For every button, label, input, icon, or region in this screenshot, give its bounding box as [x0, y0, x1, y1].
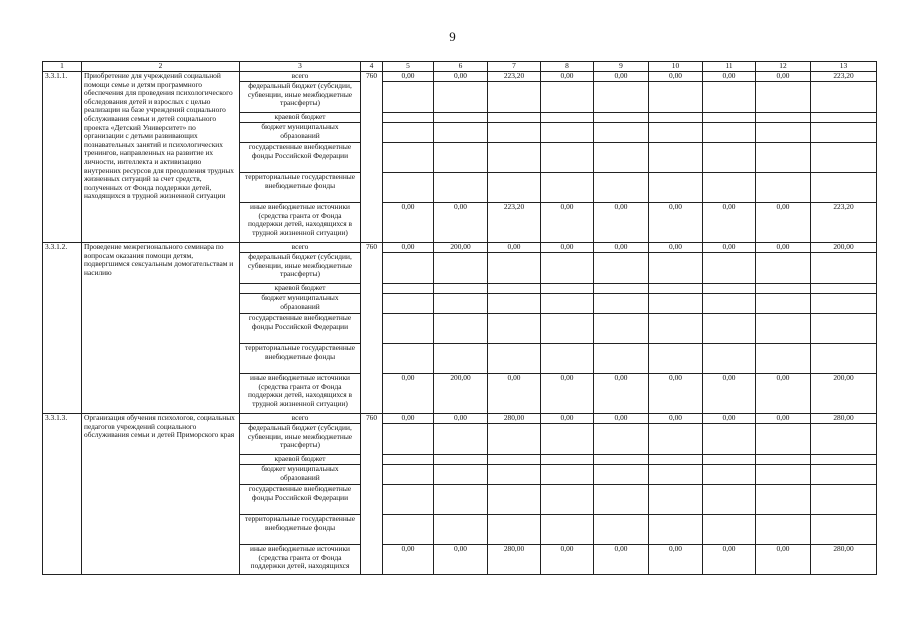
value-cell	[383, 294, 434, 314]
funding-source: всего	[240, 72, 361, 82]
value-cell	[703, 344, 756, 374]
value-cell	[434, 314, 488, 344]
value-cell	[811, 294, 877, 314]
value-cell: 0,00	[756, 374, 811, 414]
value-cell: 0,00	[703, 243, 756, 253]
funding-source: государственные внебюджетные фонды Российской Федерации	[240, 314, 361, 344]
value-cell	[811, 485, 877, 515]
value-cell	[488, 294, 541, 314]
value-cell	[488, 424, 541, 455]
value-cell: 0,00	[541, 374, 594, 414]
value-cell	[756, 294, 811, 314]
value-cell	[756, 82, 811, 113]
value-cell: 280,00	[811, 414, 877, 424]
value-cell: 0,00	[594, 203, 649, 243]
section-name: Проведение межрегионального семинара по вопросам оказания помощи детям, подвергшимся сексуальным домогательствам и насилию	[82, 243, 240, 414]
value-cell	[541, 344, 594, 374]
value-cell: 0,00	[383, 203, 434, 243]
value-cell	[434, 173, 488, 203]
value-cell	[756, 143, 811, 173]
header-cell: 10	[649, 62, 703, 72]
value-cell	[541, 455, 594, 465]
value-cell	[811, 284, 877, 294]
value-cell	[811, 465, 877, 485]
value-cell	[434, 485, 488, 515]
value-cell	[541, 424, 594, 455]
value-cell	[488, 465, 541, 485]
value-cell: 0,00	[703, 414, 756, 424]
value-cell: 200,00	[811, 374, 877, 414]
value-cell	[811, 314, 877, 344]
value-cell: 0,00	[594, 374, 649, 414]
table-row	[43, 72, 877, 82]
value-cell: 0,00	[383, 414, 434, 424]
funding-source: краевой бюджет	[240, 113, 361, 123]
funding-source: бюджет муниципальных образований	[240, 294, 361, 314]
header-cell: 5	[383, 62, 434, 72]
table-row	[43, 243, 877, 253]
funding-source: бюджет муниципальных образований	[240, 465, 361, 485]
value-cell	[488, 344, 541, 374]
value-cell	[756, 515, 811, 545]
value-cell	[756, 465, 811, 485]
funding-source: иные внебюджетные источники (средства гранта от Фонда поддержки детей, находящихся в трудной жизненной ситуации)	[240, 203, 361, 243]
section-col4: 760	[361, 414, 383, 575]
value-cell	[541, 113, 594, 123]
value-cell	[594, 465, 649, 485]
value-cell	[811, 455, 877, 465]
value-cell	[594, 314, 649, 344]
value-cell	[703, 253, 756, 284]
value-cell	[383, 173, 434, 203]
value-cell	[434, 424, 488, 455]
value-cell: 0,00	[756, 414, 811, 424]
table-row	[43, 414, 877, 424]
value-cell	[541, 465, 594, 485]
value-cell: 223,20	[811, 203, 877, 243]
header-cell: 6	[434, 62, 488, 72]
section-code: 3.3.1.2.	[43, 243, 82, 414]
value-cell: 0,00	[594, 243, 649, 253]
value-cell	[383, 465, 434, 485]
value-cell	[649, 485, 703, 515]
value-cell: 0,00	[756, 243, 811, 253]
funding-source: территориальные государственные внебюджетные фонды	[240, 515, 361, 545]
value-cell: 280,00	[488, 545, 541, 575]
value-cell: 0,00	[756, 545, 811, 575]
section-col4: 760	[361, 72, 383, 243]
value-cell	[811, 143, 877, 173]
funding-source: иные внебюджетные источники (средства гранта от Фонда поддержки детей, находящихся	[240, 545, 361, 575]
header-cell: 1	[43, 62, 82, 72]
value-cell	[541, 173, 594, 203]
value-cell	[434, 123, 488, 143]
value-cell	[756, 455, 811, 465]
value-cell	[649, 424, 703, 455]
value-cell	[756, 113, 811, 123]
value-cell	[756, 314, 811, 344]
value-cell: 0,00	[594, 72, 649, 82]
value-cell	[756, 485, 811, 515]
value-cell	[541, 314, 594, 344]
page-number: 9	[449, 29, 456, 44]
value-cell	[541, 485, 594, 515]
header-cell: 4	[361, 62, 383, 72]
value-cell	[756, 424, 811, 455]
value-cell: 0,00	[541, 243, 594, 253]
value-cell	[594, 455, 649, 465]
funding-source: территориальные государственные внебюджетные фонды	[240, 344, 361, 374]
value-cell	[383, 314, 434, 344]
value-cell: 223,20	[488, 203, 541, 243]
value-cell: 0,00	[649, 545, 703, 575]
value-cell: 223,20	[488, 72, 541, 82]
value-cell	[594, 485, 649, 515]
value-cell: 200,00	[434, 243, 488, 253]
value-cell	[434, 82, 488, 113]
value-cell	[649, 143, 703, 173]
funding-source: иные внебюджетные источники (средства гранта от Фонда поддержки детей, находящихся в трудной жизненной ситуации)	[240, 374, 361, 414]
value-cell	[811, 515, 877, 545]
value-cell: 0,00	[434, 545, 488, 575]
funding-source: краевой бюджет	[240, 455, 361, 465]
section-name: Приобретение для учреждений социальной помощи семье и детям программного обеспечения для проведения психологического обследования детей и взрослых с целью реализации на базе учреждений социального обслуживания семьи и детей социального проекта «Детский Университет» по организации с детьми развивающих познавательных занятий и психологических тренингов, направленных на развитие их личности, интеллекта и активизацию внутренних ресурсов для преодоления трудных жизненных ситуаций за счет средств, полученных от Фонда поддержки детей, находящихся в трудной жизненной ситуации	[82, 72, 240, 243]
value-cell	[811, 424, 877, 455]
value-cell: 280,00	[811, 545, 877, 575]
value-cell	[488, 113, 541, 123]
header-cell: 3	[240, 62, 361, 72]
value-cell	[811, 344, 877, 374]
value-cell	[383, 123, 434, 143]
value-cell: 280,00	[488, 414, 541, 424]
value-cell: 0,00	[488, 243, 541, 253]
value-cell	[703, 294, 756, 314]
value-cell	[703, 173, 756, 203]
value-cell	[488, 123, 541, 143]
value-cell: 0,00	[649, 203, 703, 243]
value-cell: 0,00	[383, 72, 434, 82]
value-cell: 0,00	[649, 72, 703, 82]
value-cell	[488, 143, 541, 173]
value-cell: 0,00	[649, 243, 703, 253]
value-cell	[703, 123, 756, 143]
value-cell: 0,00	[649, 414, 703, 424]
value-cell	[756, 344, 811, 374]
value-cell	[383, 143, 434, 173]
value-cell: 0,00	[703, 374, 756, 414]
value-cell	[383, 284, 434, 294]
value-cell: 0,00	[434, 72, 488, 82]
value-cell	[703, 465, 756, 485]
value-cell	[434, 284, 488, 294]
value-cell: 0,00	[488, 374, 541, 414]
value-cell: 0,00	[541, 414, 594, 424]
value-cell: 0,00	[383, 374, 434, 414]
value-cell	[434, 455, 488, 465]
value-cell	[756, 253, 811, 284]
value-cell	[811, 123, 877, 143]
value-cell	[756, 284, 811, 294]
value-cell	[434, 113, 488, 123]
value-cell	[756, 123, 811, 143]
value-cell	[434, 465, 488, 485]
funding-source: территориальные государственные внебюджетные фонды	[240, 173, 361, 203]
funding-source: федеральный бюджет (субсидии, субвенции, иные межбюджетные трансферты)	[240, 253, 361, 284]
value-cell	[703, 113, 756, 123]
value-cell	[594, 294, 649, 314]
value-cell	[649, 123, 703, 143]
value-cell	[594, 173, 649, 203]
funding-source: всего	[240, 414, 361, 424]
value-cell: 200,00	[811, 243, 877, 253]
value-cell	[594, 82, 649, 113]
value-cell	[649, 253, 703, 284]
value-cell: 0,00	[703, 72, 756, 82]
value-cell	[703, 515, 756, 545]
value-cell: 0,00	[541, 545, 594, 575]
value-cell	[649, 82, 703, 113]
value-cell	[541, 284, 594, 294]
value-cell	[594, 344, 649, 374]
value-cell	[703, 143, 756, 173]
value-cell	[383, 424, 434, 455]
value-cell: 0,00	[383, 243, 434, 253]
budget-table	[42, 61, 877, 575]
value-cell: 0,00	[594, 545, 649, 575]
section-name: Организация обучения психологов, социальных педагогов учреждений социального обслуживания семьи и детей Приморского края	[82, 414, 240, 575]
value-cell	[594, 284, 649, 294]
value-cell	[649, 465, 703, 485]
value-cell	[703, 455, 756, 465]
funding-source: федеральный бюджет (субсидии, субвенции, иные межбюджетные трансферты)	[240, 424, 361, 455]
value-cell	[434, 143, 488, 173]
value-cell	[594, 253, 649, 284]
value-cell	[383, 515, 434, 545]
value-cell: 223,20	[811, 72, 877, 82]
value-cell	[649, 173, 703, 203]
value-cell	[488, 485, 541, 515]
value-cell: 0,00	[703, 203, 756, 243]
value-cell: 0,00	[756, 72, 811, 82]
value-cell	[594, 123, 649, 143]
value-cell	[383, 344, 434, 374]
value-cell	[703, 284, 756, 294]
value-cell	[811, 113, 877, 123]
value-cell	[488, 515, 541, 545]
value-cell	[649, 455, 703, 465]
value-cell	[703, 314, 756, 344]
value-cell	[488, 253, 541, 284]
value-cell: 0,00	[541, 72, 594, 82]
value-cell	[383, 485, 434, 515]
value-cell: 0,00	[649, 374, 703, 414]
funding-source: федеральный бюджет (субсидии, субвенции, иные межбюджетные трансферты)	[240, 82, 361, 113]
value-cell	[383, 253, 434, 284]
value-cell	[703, 485, 756, 515]
value-cell	[594, 113, 649, 123]
value-cell: 200,00	[434, 374, 488, 414]
value-cell	[488, 173, 541, 203]
value-cell	[594, 143, 649, 173]
value-cell	[703, 82, 756, 113]
value-cell	[756, 173, 811, 203]
section-col4: 760	[361, 243, 383, 414]
value-cell	[541, 143, 594, 173]
value-cell	[541, 294, 594, 314]
header-cell: 7	[488, 62, 541, 72]
value-cell	[541, 123, 594, 143]
value-cell	[383, 82, 434, 113]
section-code: 3.3.1.3.	[43, 414, 82, 575]
header-row	[43, 62, 877, 72]
value-cell	[434, 344, 488, 374]
value-cell	[811, 82, 877, 113]
funding-source: государственные внебюджетные фонды Российской Федерации	[240, 143, 361, 173]
header-cell: 8	[541, 62, 594, 72]
value-cell	[649, 294, 703, 314]
value-cell: 0,00	[703, 545, 756, 575]
header-cell: 13	[811, 62, 877, 72]
value-cell	[541, 82, 594, 113]
value-cell	[811, 253, 877, 284]
value-cell	[383, 455, 434, 465]
value-cell	[649, 515, 703, 545]
value-cell	[811, 173, 877, 203]
header-cell: 9	[594, 62, 649, 72]
value-cell	[649, 113, 703, 123]
value-cell	[541, 253, 594, 284]
funding-source: краевой бюджет	[240, 284, 361, 294]
header-cell: 11	[703, 62, 756, 72]
value-cell	[541, 515, 594, 545]
value-cell	[488, 455, 541, 465]
value-cell	[488, 284, 541, 294]
section-code: 3.3.1.1.	[43, 72, 82, 243]
header-cell: 12	[756, 62, 811, 72]
value-cell	[488, 314, 541, 344]
value-cell	[703, 424, 756, 455]
value-cell	[434, 515, 488, 545]
header-cell: 2	[82, 62, 240, 72]
value-cell	[488, 82, 541, 113]
funding-source: бюджет муниципальных образований	[240, 123, 361, 143]
value-cell	[594, 515, 649, 545]
value-cell	[383, 113, 434, 123]
value-cell: 0,00	[434, 203, 488, 243]
value-cell: 0,00	[756, 203, 811, 243]
value-cell: 0,00	[434, 414, 488, 424]
value-cell	[649, 284, 703, 294]
value-cell	[434, 253, 488, 284]
value-cell: 0,00	[594, 414, 649, 424]
value-cell: 0,00	[541, 203, 594, 243]
funding-source: государственные внебюджетные фонды Российской Федерации	[240, 485, 361, 515]
value-cell	[594, 424, 649, 455]
funding-source: всего	[240, 243, 361, 253]
value-cell	[434, 294, 488, 314]
value-cell	[649, 344, 703, 374]
value-cell	[649, 314, 703, 344]
value-cell: 0,00	[383, 545, 434, 575]
